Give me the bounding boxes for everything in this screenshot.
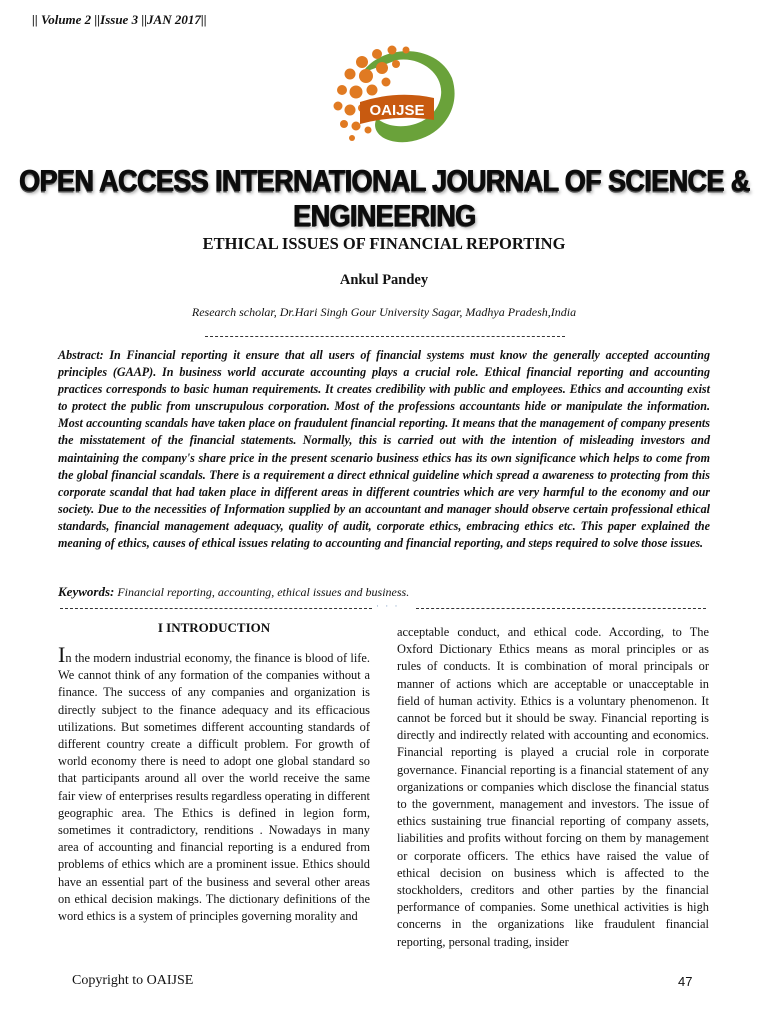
volume-issue-header: || Volume 2 ||Issue 3 ||JAN 2017|| bbox=[32, 12, 207, 27]
keywords-label: Keywords: bbox=[58, 584, 115, 599]
oaijse-logo bbox=[322, 38, 462, 148]
keywords bbox=[58, 584, 409, 600]
page-number: 47 bbox=[678, 974, 693, 989]
author-name: Ankul Pandey bbox=[339, 272, 429, 288]
keywords-text: Financial reporting, accounting, ethical issues and business. bbox=[114, 585, 410, 599]
intro-text-left: n the modern industrial economy, the finance is blood of life. We cannot think of any formation of the companies without a finance. The success of any companies and organization is directly subject to the finance adequacy and its efficacious utilizations. But sometimes different accounting standards of different country create a difficult problem. For growth of world economy there is need to adopt one global standard so that participants around all over the world receive the same fair view of enterprises results regardless operating in different geographic area. The Ethics is defined in legion form, sometimes it contradictory, renditions . Nowadays in many area of accounting and financial reporting is a endured from problems of ethics which are a prominent issue. Ethics should have an essential part of the business and several other areas on ethical decision makings. The dictionary definitions of the word ethics is a system of principles governing morality and bbox=[58, 651, 370, 924]
section-divider-dots: · · · bbox=[376, 601, 400, 611]
intro-paragraph-left bbox=[58, 642, 370, 925]
author-affiliation: Research scholar, Dr.Hari Singh Gour University Sagar, Madhya Pradesh,India bbox=[191, 305, 577, 319]
drop-cap: I bbox=[58, 642, 66, 667]
paper-title: ETHICAL ISSUES OF FINANCIAL REPORTING bbox=[202, 234, 566, 253]
abstract: Abstract: In Financial reporting it ensure that all users of financial systems must know the generally accepted accounting principles (GAAP). In business world accurate accounting plays a crucial role. Ethical financial reporting and accounting practices corresponds to basic human requirements. It creates credibility with public and employees. Ethics and accounting exist to protect the public from unscrupulous corporation. Most of the professions accountants hide or manipulate the information. Most accounting scandals have taken place on fraudulent financial reporting. It means that the management of company presents the misstatement of the financial statements. Normally, this is carried out with the intention of misleading investors and maintaining the company's share price in the present scenario business ethics has its own significance which helps to come from the global financial scandals. There is a requirement a direct ethnical guideline which spread a awareness to protecting from this corporate scandal that had taken place in different areas in different countries which are very harmful to the economy and our society. Due to the necessities of Information supplied by an accountant and manager should observe certain professional ethical standards, financial management adequacy, quality of audit, corporate ethics, embracing ethics etc. This paper explained the meaning of ethics, causes of ethical issues relating to accounting and financial reporting, and steps required to solve those issues. bbox=[58, 348, 710, 551]
section-heading-introduction: I INTRODUCTION bbox=[157, 620, 271, 635]
intro-paragraph-right: acceptable conduct, and ethical code. According, to The Oxford Dictionary Ethics means as moral principles or as rules of conducts. It is combination of moral principals or manner of actions which are acceptable or unacceptable in field of human activity. Ethics is a voluntary phenomenon. It cannot be forced but it should be sway. Financial reporting is directly and indirectly related with accounting and economics. Financial reporting is played a crucial role in corporate governance. Financial reporting is a financial statement of any organizations or companies which disclose the financial status to the government, management and investors. The issue of ethics sustaining true financial reporting of company assets, liabilities and profits without forcing on them by management or corporate officers. The ethics have raised the value of ethical decision on business which is affected to the stockholders, creditors and other parties by the financial performance of companies. Some unethical activities is high concerns in the organizations like fraudulent financial reporting, personal trading, insider bbox=[397, 625, 709, 949]
logo-text: OAIJSE bbox=[369, 102, 425, 119]
copyright-footer: Copyright to OAIJSE bbox=[72, 973, 194, 988]
journal-title: OPEN ACCESS INTERNATIONAL JOURNAL OF SCIENCE & ENGINEERING bbox=[18, 164, 750, 233]
section-divider-right bbox=[416, 608, 706, 609]
section-divider-left bbox=[60, 608, 372, 609]
right-column bbox=[397, 624, 709, 951]
left-column bbox=[58, 620, 370, 925]
divider bbox=[205, 336, 565, 337]
logo-graphic bbox=[322, 38, 462, 148]
